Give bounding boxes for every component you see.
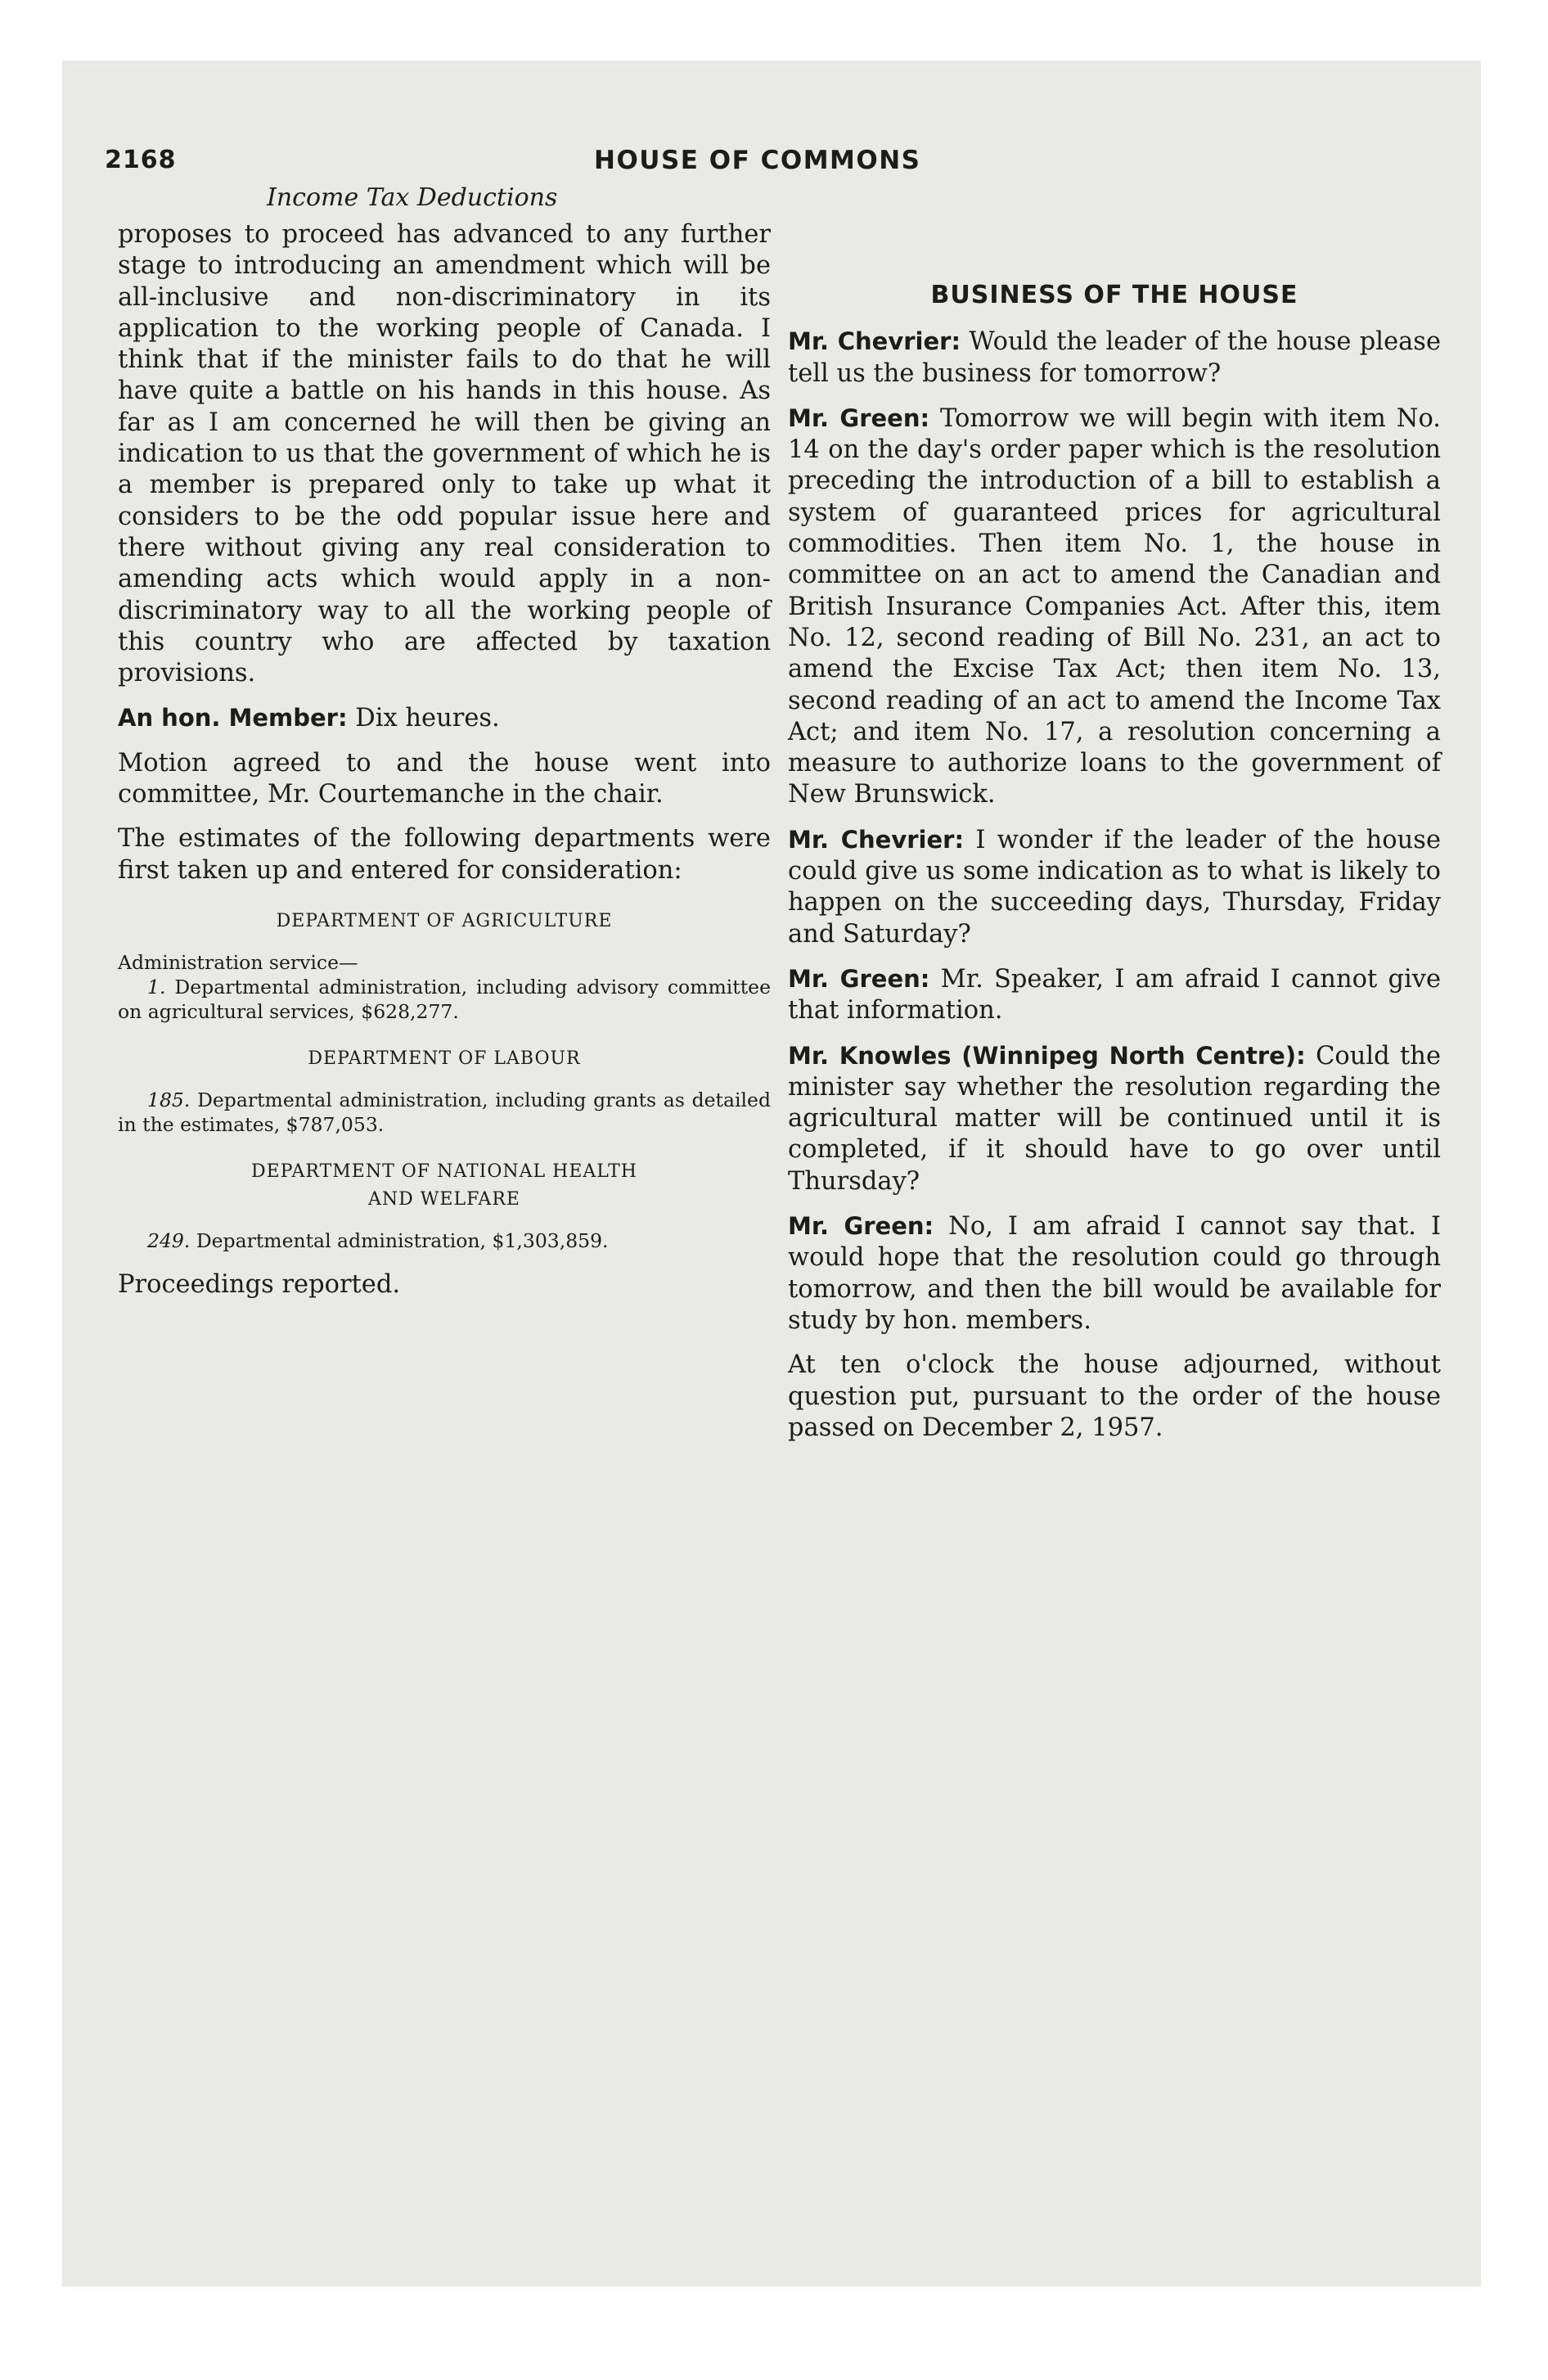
- speaker-name: Mr. Knowles (Winnipeg North Centre):: [788, 1041, 1306, 1070]
- speech: [788, 326, 1441, 390]
- speech: [788, 403, 1441, 811]
- item-text: Departmental administration, including advisory committee on agricultural services, $628,277.: [118, 975, 771, 1023]
- paragraph: Motion agreed to and the house went into committee, Mr. Courtemanche in the chair.: [118, 748, 771, 809]
- speech: [788, 963, 1441, 1027]
- item-text: Departmental administration, including grants as detailed in the estimates, $787,053.: [118, 1088, 771, 1136]
- speaker-name: An hon. Member:: [118, 704, 348, 732]
- speech-text: Mr. Speaker, I am afraid I cannot give that information.: [788, 964, 1442, 1025]
- page-subtitle: Income Tax Deductions: [267, 183, 558, 212]
- dept-health-line2: AND WELFARE: [368, 1188, 520, 1210]
- estimate-item: [118, 1228, 771, 1253]
- item-text: Departmental administration, $1,303,859.: [196, 1228, 609, 1252]
- dept-health-heading: [118, 1158, 771, 1214]
- dept-health-line1: DEPARTMENT OF NATIONAL HEALTH: [251, 1161, 637, 1182]
- estimate-item: [118, 975, 771, 1024]
- estimate-item: [118, 1088, 771, 1137]
- speech-text: Tomorrow we will begin with item No. 14 on the day's order paper which is the resolution preceding the introduction of a bill to establish a system of guaranteed prices for agricultural commodities. Then item No. 1, the house in committee on an act to amend the Canadian and British Insurance Companies Act. After this, item No. 12, second reading of Bill No. 231, an act to amend the Excise Tax Act; then item No. 13, second reading of an act to amend the Income Tax Act; and item No. 17, a resolution concerning a measure to authorize loans to the government of New Brunswick.: [788, 403, 1441, 809]
- paragraph: The estimates of the following departments were first taken up and entered for consideration:: [118, 824, 771, 885]
- item-number: 185.: [147, 1088, 191, 1111]
- page-number: 2168: [105, 146, 177, 174]
- right-column: [788, 219, 1441, 1457]
- speaker-name: Mr. Green:: [788, 964, 930, 993]
- paragraph-adjourn: At ten o'clock the house adjourned, without question put, pursuant to the order of the house passed on December 2, 1957.: [788, 1350, 1441, 1442]
- left-column: [118, 219, 771, 1314]
- dept-labour-heading: DEPARTMENT OF LABOUR: [308, 1048, 581, 1069]
- speech: [788, 1040, 1441, 1197]
- section-heading: BUSINESS OF THE HOUSE: [930, 281, 1298, 309]
- page: [62, 61, 1481, 2287]
- speech-text: Could the minister say whether the resolution regarding the agricultural matter will be continued until it is completed, if it should have to go over until Thursday?: [788, 1041, 1441, 1196]
- speech: [788, 824, 1441, 950]
- speech-text: I wonder if the leader of the house could give us some indication as to what is likely to happen on the succeeding days, Thursday, Friday and Saturday?: [788, 825, 1441, 949]
- speech-hon-member: [118, 702, 771, 734]
- paragraph: proposes to proceed has advanced to any further stage to introducing an amendment which will be all-inclusive and non-discriminatory in its application to the working people of Canada. I think that if the minister fails to do that he will have quite a battle on his hands in this house. As far as I am concerned he will then be giving an indication to us that the government of which he is a member is prepared only to take up what it considers to be the odd popular issue here and there without giving any real consideration to amending acts which would apply in a non-discriminatory way to all the working people of this country who are affected by taxation provisions.: [118, 220, 771, 688]
- item-number: 249.: [147, 1228, 191, 1252]
- speaker-name: Mr. Green:: [788, 403, 930, 432]
- speech: [788, 1210, 1441, 1336]
- speech-text: Would the leader of the house please tell us the business for tomorrow?: [788, 327, 1441, 388]
- speech-text: Dix heures.: [355, 704, 500, 733]
- paragraph: Proceedings reported.: [118, 1269, 401, 1299]
- speaker-name: Mr. Chevrier:: [788, 327, 961, 356]
- admin-service-label: Administration service—: [118, 950, 358, 974]
- page-title: HOUSE OF COMMONS: [594, 146, 921, 175]
- speaker-name: Mr. Chevrier:: [788, 825, 965, 854]
- speaker-name: Mr. Green:: [788, 1212, 934, 1241]
- item-number: 1.: [147, 975, 166, 998]
- speech-text: No, I am afraid I cannot say that. I would hope that the resolution could go through tomorrow, and then the bill would be available for study by hon. members.: [788, 1212, 1441, 1335]
- dept-agriculture-heading: DEPARTMENT OF AGRICULTURE: [276, 910, 613, 931]
